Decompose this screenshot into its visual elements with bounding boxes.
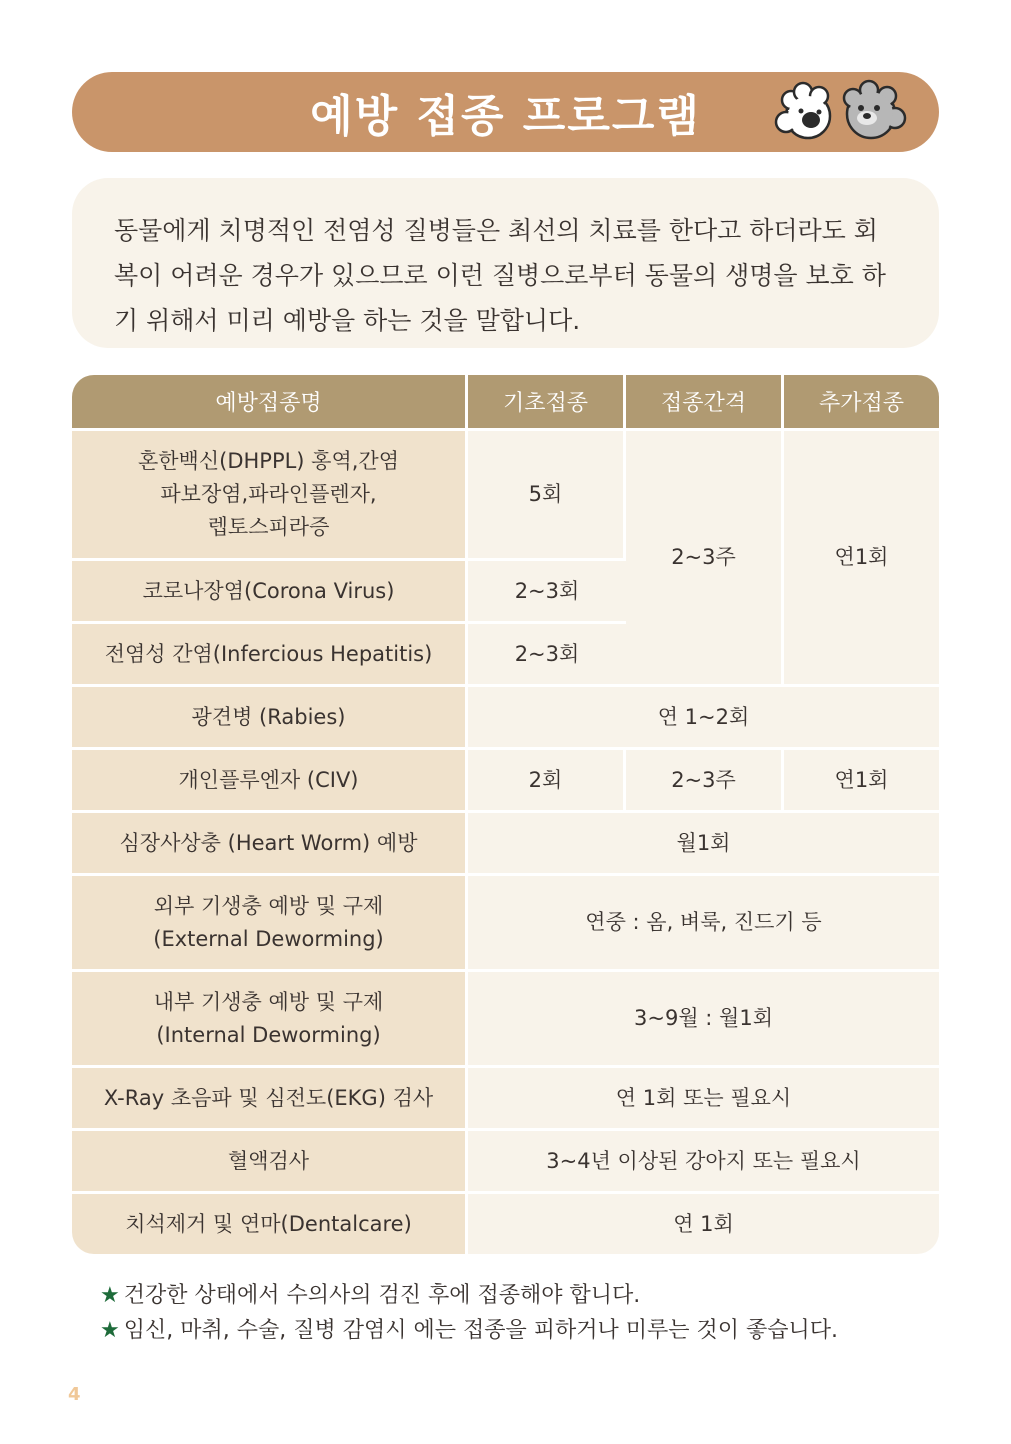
table-row	[72, 876, 939, 972]
table-row	[72, 687, 939, 750]
vaccine-name-cell: 개인플루엔자 (CIV)	[72, 750, 468, 813]
table-row	[72, 750, 939, 813]
basic-cell: 2회	[468, 750, 626, 813]
table-row	[72, 813, 939, 876]
header-basic: 기초접종	[468, 375, 626, 431]
vaccine-name-cell: 혼한백신(DHPPL) 홍역,간염 파보장염,파라인플렌자, 렙토스피라증	[72, 431, 468, 561]
vaccine-name-cell: 전염성 간염(Infercious Hepatitis)	[72, 624, 468, 687]
booster-group-cell: 연1회	[784, 431, 939, 687]
table-row	[72, 431, 939, 561]
vaccine-name-cell: 치석제거 및 연마(Dentalcare)	[72, 1194, 468, 1254]
merged-value-cell: 연 1회	[468, 1194, 939, 1254]
basic-cell: 2~3회	[468, 624, 626, 687]
merged-value-cell: 연 1~2회	[468, 687, 939, 750]
intro-text: 동물에게 치명적인 전염성 질병들은 최선의 치료를 한다고 하더라도 회복이 어려운 경우가 있으므로 이런 질병으로부터 동물의 생명을 보호 하기 위해서 미리 예방을 하는 것을 말합니다.	[114, 216, 886, 335]
vaccine-name-cell: 혈액검사	[72, 1131, 468, 1194]
table-row	[72, 1194, 939, 1254]
merged-value-cell: 연중 : 옴, 벼룩, 진드기 등	[468, 876, 939, 972]
merged-value-cell: 연 1회 또는 필요시	[468, 1068, 939, 1131]
interval-cell: 2~3주	[626, 750, 784, 813]
vaccine-name-cell: 광견병 (Rabies)	[72, 687, 468, 750]
notes-list	[100, 1278, 838, 1348]
vaccine-name-cell: 코로나장염(Corona Virus)	[72, 561, 468, 624]
star-icon: ★	[100, 1318, 120, 1343]
basic-cell: 2~3회	[468, 561, 626, 624]
interval-group-cell: 2~3주	[626, 431, 784, 687]
page-number: 4	[68, 1384, 81, 1405]
table-row	[72, 972, 939, 1068]
vaccine-name-cell: X-Ray 초음파 및 심전도(EKG) 검사	[72, 1068, 468, 1131]
note-text: 임신, 마취, 수술, 질병 감염시 에는 접종을 피하거나 미루는 것이 좋습니다.	[123, 1318, 838, 1343]
page-title: 예방 접종 프로그램	[310, 91, 701, 142]
dog-mascots-icon	[763, 78, 913, 148]
table-row	[72, 1131, 939, 1194]
grey-dog-icon	[844, 81, 905, 138]
white-dog-icon	[776, 83, 830, 138]
title-banner	[72, 72, 939, 152]
merged-value-cell: 3~4년 이상된 강아지 또는 필요시	[468, 1131, 939, 1194]
star-icon: ★	[100, 1283, 120, 1308]
basic-cell: 5회	[468, 431, 626, 561]
header-interval: 접종간격	[626, 375, 784, 431]
vaccine-name-cell: 심장사상충 (Heart Worm) 예방	[72, 813, 468, 876]
merged-value-cell: 3~9월 : 월1회	[468, 972, 939, 1068]
vaccine-name-cell: 내부 기생충 예방 및 구제 (Internal Deworming)	[72, 972, 468, 1068]
note-item	[100, 1278, 838, 1313]
table-header-row	[72, 375, 939, 431]
header-vaccine-name: 예방접종명	[72, 375, 468, 431]
vaccination-table	[72, 375, 939, 1254]
note-text: 건강한 상태에서 수의사의 검진 후에 접종해야 합니다.	[123, 1283, 641, 1308]
vaccine-name-cell: 외부 기생충 예방 및 구제 (External Deworming)	[72, 876, 468, 972]
booster-cell: 연1회	[784, 750, 939, 813]
header-booster: 추가접종	[784, 375, 939, 431]
table-row	[72, 1068, 939, 1131]
merged-value-cell: 월1회	[468, 813, 939, 876]
intro-box	[72, 178, 939, 348]
note-item	[100, 1313, 838, 1348]
